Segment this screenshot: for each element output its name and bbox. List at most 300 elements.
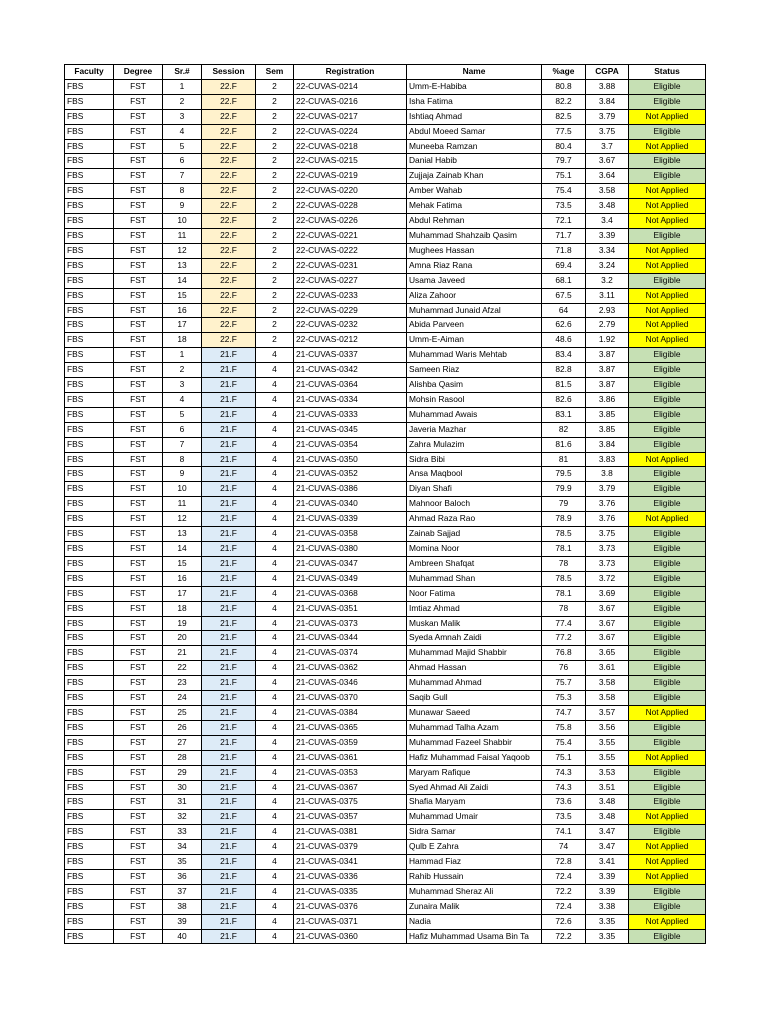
session-cell: 22.F	[202, 214, 256, 229]
serial-cell: 17	[163, 586, 202, 601]
percentage-cell: 83.1	[542, 407, 586, 422]
degree-cell: FST	[114, 214, 163, 229]
percentage-cell: 83.4	[542, 348, 586, 363]
semester-cell: 4	[256, 676, 294, 691]
degree-cell: FST	[114, 527, 163, 542]
semester-cell: 2	[256, 79, 294, 94]
faculty-cell: FBS	[65, 378, 114, 393]
cgpa-cell: 3.85	[586, 422, 629, 437]
col-header-session: Session	[202, 65, 256, 80]
session-cell: 22.F	[202, 243, 256, 258]
session-cell: 21.F	[202, 929, 256, 944]
cgpa-cell: 3.79	[586, 482, 629, 497]
table-row	[65, 378, 706, 393]
status-cell: Not Applied	[629, 705, 706, 720]
degree-cell: FST	[114, 631, 163, 646]
percentage-cell: 72.2	[542, 884, 586, 899]
cgpa-cell: 3.64	[586, 169, 629, 184]
table-row	[65, 139, 706, 154]
registration-cell: 21-CUVAS-0339	[294, 512, 407, 527]
header-row	[65, 65, 706, 80]
faculty-cell: FBS	[65, 273, 114, 288]
faculty-cell: FBS	[65, 750, 114, 765]
registration-cell: 22-CUVAS-0214	[294, 79, 407, 94]
name-cell: Munawar Saeed	[407, 705, 542, 720]
faculty-cell: FBS	[65, 795, 114, 810]
status-cell: Eligible	[629, 601, 706, 616]
faculty-cell: FBS	[65, 333, 114, 348]
semester-cell: 4	[256, 825, 294, 840]
degree-cell: FST	[114, 646, 163, 661]
serial-cell: 26	[163, 720, 202, 735]
session-cell: 21.F	[202, 884, 256, 899]
serial-cell: 3	[163, 378, 202, 393]
serial-cell: 8	[163, 452, 202, 467]
cgpa-cell: 3.39	[586, 884, 629, 899]
faculty-cell: FBS	[65, 184, 114, 199]
status-cell: Not Applied	[629, 303, 706, 318]
table-row	[65, 437, 706, 452]
semester-cell: 2	[256, 139, 294, 154]
name-cell: Mehak Fatima	[407, 199, 542, 214]
serial-cell: 9	[163, 199, 202, 214]
table-row	[65, 601, 706, 616]
serial-cell: 24	[163, 691, 202, 706]
cgpa-cell: 3.73	[586, 542, 629, 557]
registration-cell: 21-CUVAS-0381	[294, 825, 407, 840]
name-cell: Zunaira Malik	[407, 899, 542, 914]
percentage-cell: 80.8	[542, 79, 586, 94]
name-cell: Nadia	[407, 914, 542, 929]
col-header-faculty: Faculty	[65, 65, 114, 80]
percentage-cell: 79.5	[542, 467, 586, 482]
registration-cell: 21-CUVAS-0336	[294, 869, 407, 884]
semester-cell: 2	[256, 124, 294, 139]
status-cell: Eligible	[629, 348, 706, 363]
percentage-cell: 76.8	[542, 646, 586, 661]
faculty-cell: FBS	[65, 214, 114, 229]
status-cell: Eligible	[629, 228, 706, 243]
table-row	[65, 109, 706, 124]
degree-cell: FST	[114, 482, 163, 497]
session-cell: 22.F	[202, 303, 256, 318]
serial-cell: 14	[163, 542, 202, 557]
semester-cell: 4	[256, 363, 294, 378]
degree-cell: FST	[114, 228, 163, 243]
registration-cell: 21-CUVAS-0337	[294, 348, 407, 363]
faculty-cell: FBS	[65, 154, 114, 169]
cgpa-cell: 3.39	[586, 869, 629, 884]
name-cell: Abida Parveen	[407, 318, 542, 333]
name-cell: Abdul Rehman	[407, 214, 542, 229]
serial-cell: 7	[163, 437, 202, 452]
name-cell: Sidra Samar	[407, 825, 542, 840]
session-cell: 22.F	[202, 139, 256, 154]
status-cell: Eligible	[629, 169, 706, 184]
session-cell: 21.F	[202, 437, 256, 452]
semester-cell: 2	[256, 333, 294, 348]
table-row	[65, 422, 706, 437]
registration-cell: 22-CUVAS-0216	[294, 94, 407, 109]
percentage-cell: 73.5	[542, 199, 586, 214]
registration-cell: 21-CUVAS-0371	[294, 914, 407, 929]
status-cell: Eligible	[629, 378, 706, 393]
cgpa-cell: 3.41	[586, 855, 629, 870]
cgpa-cell: 3.58	[586, 676, 629, 691]
percentage-cell: 67.5	[542, 288, 586, 303]
registration-cell: 22-CUVAS-0217	[294, 109, 407, 124]
table-row	[65, 214, 706, 229]
semester-cell: 4	[256, 497, 294, 512]
table-row	[65, 676, 706, 691]
faculty-cell: FBS	[65, 79, 114, 94]
semester-cell: 4	[256, 616, 294, 631]
serial-cell: 25	[163, 705, 202, 720]
table-row	[65, 691, 706, 706]
cgpa-cell: 3.67	[586, 154, 629, 169]
semester-cell: 2	[256, 94, 294, 109]
percentage-cell: 77.4	[542, 616, 586, 631]
name-cell: Javeria Mazhar	[407, 422, 542, 437]
registration-cell: 21-CUVAS-0349	[294, 571, 407, 586]
registration-cell: 22-CUVAS-0222	[294, 243, 407, 258]
semester-cell: 4	[256, 348, 294, 363]
table-row	[65, 780, 706, 795]
faculty-cell: FBS	[65, 527, 114, 542]
session-cell: 21.F	[202, 661, 256, 676]
faculty-cell: FBS	[65, 556, 114, 571]
name-cell: Ansa Maqbool	[407, 467, 542, 482]
status-cell: Eligible	[629, 661, 706, 676]
session-cell: 21.F	[202, 378, 256, 393]
serial-cell: 11	[163, 228, 202, 243]
name-cell: Shafia Maryam	[407, 795, 542, 810]
col-header-cgpa: CGPA	[586, 65, 629, 80]
name-cell: Muhammad Awais	[407, 407, 542, 422]
name-cell: Syed Ahmad Ali Zaidi	[407, 780, 542, 795]
percentage-cell: 73.6	[542, 795, 586, 810]
registration-cell: 21-CUVAS-0379	[294, 840, 407, 855]
status-cell: Eligible	[629, 273, 706, 288]
status-cell: Eligible	[629, 392, 706, 407]
session-cell: 21.F	[202, 750, 256, 765]
degree-cell: FST	[114, 571, 163, 586]
session-cell: 21.F	[202, 392, 256, 407]
cgpa-cell: 3.84	[586, 94, 629, 109]
faculty-cell: FBS	[65, 94, 114, 109]
faculty-cell: FBS	[65, 631, 114, 646]
faculty-cell: FBS	[65, 646, 114, 661]
table-row	[65, 840, 706, 855]
session-cell: 21.F	[202, 869, 256, 884]
faculty-cell: FBS	[65, 437, 114, 452]
table-row	[65, 571, 706, 586]
table-row	[65, 392, 706, 407]
name-cell: Ambreen Shafqat	[407, 556, 542, 571]
semester-cell: 4	[256, 661, 294, 676]
name-cell: Mahnoor Baloch	[407, 497, 542, 512]
serial-cell: 20	[163, 631, 202, 646]
status-cell: Eligible	[629, 631, 706, 646]
percentage-cell: 73.5	[542, 810, 586, 825]
name-cell: Diyan Shafi	[407, 482, 542, 497]
session-cell: 22.F	[202, 169, 256, 184]
cgpa-cell: 3.58	[586, 691, 629, 706]
degree-cell: FST	[114, 124, 163, 139]
cgpa-cell: 3.67	[586, 601, 629, 616]
table-row	[65, 631, 706, 646]
serial-cell: 4	[163, 392, 202, 407]
degree-cell: FST	[114, 348, 163, 363]
cgpa-cell: 3.39	[586, 228, 629, 243]
cgpa-cell: 3.86	[586, 392, 629, 407]
faculty-cell: FBS	[65, 452, 114, 467]
table-row	[65, 228, 706, 243]
semester-cell: 4	[256, 855, 294, 870]
serial-cell: 16	[163, 571, 202, 586]
table-row	[65, 288, 706, 303]
name-cell: Qulb E Zahra	[407, 840, 542, 855]
serial-cell: 19	[163, 616, 202, 631]
status-cell: Eligible	[629, 691, 706, 706]
registration-cell: 21-CUVAS-0360	[294, 929, 407, 944]
session-cell: 22.F	[202, 94, 256, 109]
percentage-cell: 81.5	[542, 378, 586, 393]
degree-cell: FST	[114, 840, 163, 855]
percentage-cell: 72.4	[542, 899, 586, 914]
session-cell: 21.F	[202, 735, 256, 750]
semester-cell: 4	[256, 482, 294, 497]
session-cell: 21.F	[202, 855, 256, 870]
semester-cell: 4	[256, 586, 294, 601]
table-row	[65, 363, 706, 378]
semester-cell: 4	[256, 378, 294, 393]
faculty-cell: FBS	[65, 765, 114, 780]
degree-cell: FST	[114, 705, 163, 720]
faculty-cell: FBS	[65, 392, 114, 407]
semester-cell: 4	[256, 929, 294, 944]
name-cell: Syeda Amnah Zaidi	[407, 631, 542, 646]
status-cell: Eligible	[629, 154, 706, 169]
percentage-cell: 74.3	[542, 780, 586, 795]
semester-cell: 4	[256, 720, 294, 735]
serial-cell: 9	[163, 467, 202, 482]
registration-cell: 22-CUVAS-0219	[294, 169, 407, 184]
faculty-cell: FBS	[65, 884, 114, 899]
cgpa-cell: 3.69	[586, 586, 629, 601]
cgpa-cell: 3.72	[586, 571, 629, 586]
name-cell: Muhammad Talha Azam	[407, 720, 542, 735]
percentage-cell: 68.1	[542, 273, 586, 288]
faculty-cell: FBS	[65, 810, 114, 825]
name-cell: Noor Fatima	[407, 586, 542, 601]
cgpa-cell: 3.67	[586, 631, 629, 646]
semester-cell: 4	[256, 646, 294, 661]
faculty-cell: FBS	[65, 705, 114, 720]
table-row	[65, 467, 706, 482]
serial-cell: 21	[163, 646, 202, 661]
cgpa-cell: 3.84	[586, 437, 629, 452]
serial-cell: 35	[163, 855, 202, 870]
name-cell: Mohsin Rasool	[407, 392, 542, 407]
status-cell: Eligible	[629, 422, 706, 437]
registration-cell: 21-CUVAS-0335	[294, 884, 407, 899]
session-cell: 21.F	[202, 363, 256, 378]
percentage-cell: 48.6	[542, 333, 586, 348]
degree-cell: FST	[114, 795, 163, 810]
faculty-cell: FBS	[65, 243, 114, 258]
name-cell: Muhammad Shahzaib Qasim	[407, 228, 542, 243]
registration-cell: 21-CUVAS-0344	[294, 631, 407, 646]
name-cell: Usama Javeed	[407, 273, 542, 288]
serial-cell: 29	[163, 765, 202, 780]
faculty-cell: FBS	[65, 571, 114, 586]
degree-cell: FST	[114, 109, 163, 124]
cgpa-cell: 3.24	[586, 258, 629, 273]
percentage-cell: 82.6	[542, 392, 586, 407]
status-cell: Eligible	[629, 556, 706, 571]
cgpa-cell: 3.75	[586, 527, 629, 542]
faculty-cell: FBS	[65, 825, 114, 840]
name-cell: Zainab Sajjad	[407, 527, 542, 542]
serial-cell: 4	[163, 124, 202, 139]
session-cell: 21.F	[202, 825, 256, 840]
col-header-registration: Registration	[294, 65, 407, 80]
cgpa-cell: 3.48	[586, 795, 629, 810]
status-cell: Eligible	[629, 780, 706, 795]
faculty-cell: FBS	[65, 601, 114, 616]
status-cell: Eligible	[629, 899, 706, 914]
session-cell: 21.F	[202, 467, 256, 482]
status-cell: Eligible	[629, 482, 706, 497]
semester-cell: 4	[256, 437, 294, 452]
degree-cell: FST	[114, 542, 163, 557]
cgpa-cell: 3.88	[586, 79, 629, 94]
registration-cell: 21-CUVAS-0347	[294, 556, 407, 571]
semester-cell: 4	[256, 467, 294, 482]
table-row	[65, 482, 706, 497]
percentage-cell: 72.2	[542, 929, 586, 944]
percentage-cell: 75.3	[542, 691, 586, 706]
semester-cell: 4	[256, 750, 294, 765]
degree-cell: FST	[114, 154, 163, 169]
serial-cell: 13	[163, 527, 202, 542]
cgpa-cell: 3.8	[586, 467, 629, 482]
percentage-cell: 78.1	[542, 586, 586, 601]
semester-cell: 4	[256, 556, 294, 571]
session-cell: 21.F	[202, 646, 256, 661]
registration-cell: 21-CUVAS-0359	[294, 735, 407, 750]
serial-cell: 2	[163, 94, 202, 109]
degree-cell: FST	[114, 855, 163, 870]
name-cell: Hammad Fiaz	[407, 855, 542, 870]
percentage-cell: 81	[542, 452, 586, 467]
name-cell: Umm-E-Habiba	[407, 79, 542, 94]
semester-cell: 2	[256, 273, 294, 288]
session-cell: 22.F	[202, 288, 256, 303]
table-row	[65, 929, 706, 944]
percentage-cell: 75.8	[542, 720, 586, 735]
serial-cell: 6	[163, 154, 202, 169]
status-cell: Not Applied	[629, 512, 706, 527]
faculty-cell: FBS	[65, 869, 114, 884]
degree-cell: FST	[114, 601, 163, 616]
semester-cell: 4	[256, 810, 294, 825]
degree-cell: FST	[114, 199, 163, 214]
semester-cell: 4	[256, 705, 294, 720]
cgpa-cell: 3.55	[586, 735, 629, 750]
status-cell: Not Applied	[629, 318, 706, 333]
cgpa-cell: 3.53	[586, 765, 629, 780]
degree-cell: FST	[114, 676, 163, 691]
degree-cell: FST	[114, 288, 163, 303]
table-row	[65, 825, 706, 840]
faculty-cell: FBS	[65, 542, 114, 557]
table-row	[65, 810, 706, 825]
percentage-cell: 81.6	[542, 437, 586, 452]
serial-cell: 31	[163, 795, 202, 810]
name-cell: Abdul Moeed Samar	[407, 124, 542, 139]
session-cell: 22.F	[202, 109, 256, 124]
cgpa-cell: 3.58	[586, 184, 629, 199]
session-cell: 22.F	[202, 333, 256, 348]
faculty-cell: FBS	[65, 512, 114, 527]
serial-cell: 36	[163, 869, 202, 884]
percentage-cell: 71.8	[542, 243, 586, 258]
cgpa-cell: 3.51	[586, 780, 629, 795]
percentage-cell: 75.4	[542, 735, 586, 750]
degree-cell: FST	[114, 333, 163, 348]
table-row	[65, 169, 706, 184]
degree-cell: FST	[114, 79, 163, 94]
cgpa-cell: 3.4	[586, 214, 629, 229]
table-row	[65, 124, 706, 139]
status-cell: Eligible	[629, 586, 706, 601]
name-cell: Momina Noor	[407, 542, 542, 557]
table-row	[65, 273, 706, 288]
cgpa-cell: 3.67	[586, 616, 629, 631]
percentage-cell: 74.1	[542, 825, 586, 840]
registration-cell: 22-CUVAS-0215	[294, 154, 407, 169]
cgpa-cell: 3.79	[586, 109, 629, 124]
table-row	[65, 318, 706, 333]
status-cell: Eligible	[629, 884, 706, 899]
serial-cell: 34	[163, 840, 202, 855]
status-cell: Not Applied	[629, 810, 706, 825]
name-cell: Amna Riaz Rana	[407, 258, 542, 273]
name-cell: Zujjaja Zainab Khan	[407, 169, 542, 184]
semester-cell: 2	[256, 109, 294, 124]
cgpa-cell: 3.47	[586, 825, 629, 840]
percentage-cell: 64	[542, 303, 586, 318]
faculty-cell: FBS	[65, 124, 114, 139]
degree-cell: FST	[114, 437, 163, 452]
status-cell: Not Applied	[629, 750, 706, 765]
table-body	[65, 79, 706, 944]
table-row	[65, 869, 706, 884]
registration-cell: 22-CUVAS-0229	[294, 303, 407, 318]
percentage-cell: 69.4	[542, 258, 586, 273]
col-header-name: Name	[407, 65, 542, 80]
name-cell: Zahra Mulazim	[407, 437, 542, 452]
status-cell: Eligible	[629, 124, 706, 139]
percentage-cell: 79.9	[542, 482, 586, 497]
registration-cell: 21-CUVAS-0376	[294, 899, 407, 914]
status-cell: Eligible	[629, 825, 706, 840]
faculty-cell: FBS	[65, 199, 114, 214]
registration-cell: 22-CUVAS-0218	[294, 139, 407, 154]
name-cell: Hafiz Muhammad Usama Bin Ta	[407, 929, 542, 944]
